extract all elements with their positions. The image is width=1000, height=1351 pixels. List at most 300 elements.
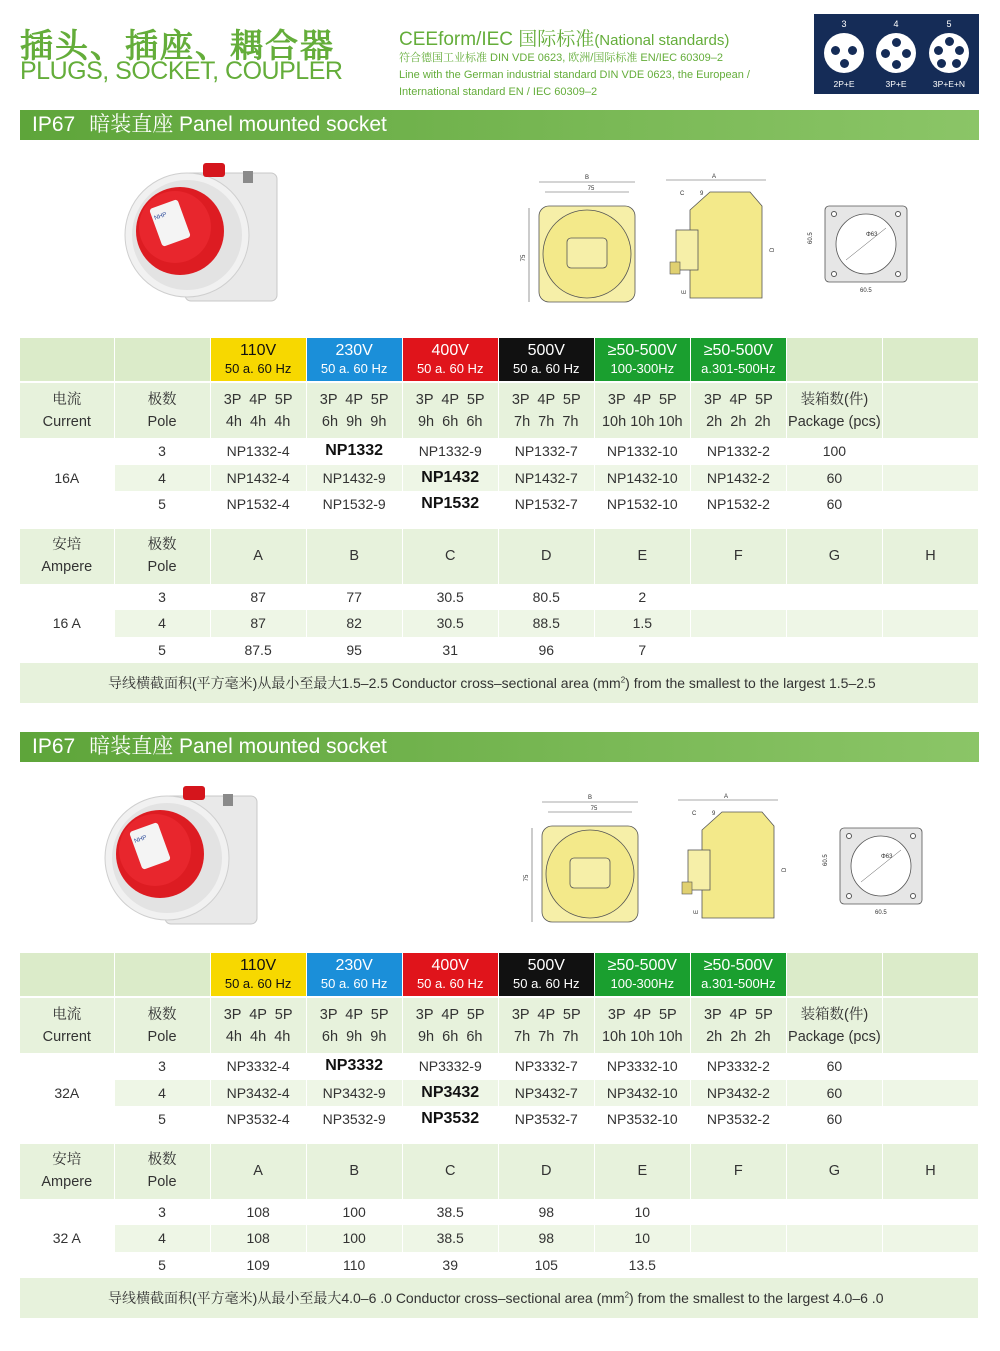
conductor-note-row [20,1278,979,1318]
current-label-zh: 电流 [52,391,82,408]
dim-9-label: 9 [712,811,716,817]
pin-label: 3P+E [885,79,907,89]
dim-dia-label: Φ63 [881,854,893,860]
frequency-label: 50 a. 60 Hz [224,360,292,376]
dimension-value [786,637,882,664]
pin-config-3 [820,14,868,89]
pole-count: 3P 4P 5P [607,1006,677,1023]
dim-d-label: D [782,867,788,872]
standards-title-main: CEEform/IEC 国际标准 [399,29,595,50]
pole-label-zh: 极数 [147,537,177,553]
dimension-value: 7 [594,637,690,664]
header-blank-cell [20,953,114,997]
dimension-row [20,1252,979,1279]
pole-value: 5 [114,491,210,518]
dimension-value: 100 [306,1225,402,1252]
pole-label-zh: 极数 [147,1152,177,1168]
pole-value: 3 [114,438,210,465]
model-number: NP1532 [402,491,498,518]
pin-count: 4 [893,19,899,29]
model-number: NP3532 [402,1106,498,1133]
note-text: 导线横截面积(平方毫米)从最小至最大1.5–2.5 Conductor cross–sectional area (mm [108,675,621,691]
pin-configurations [814,14,979,94]
current-value: 16A [20,438,114,518]
blank-cell [882,491,978,518]
voltage-label: 230V [335,341,373,359]
package-label-zh: 装箱数(件) [800,391,869,408]
pole-count: 3P 4P 5P [703,1006,773,1023]
model-number: NP3532-9 [306,1106,402,1133]
spacer-cell [20,518,979,528]
voltage-label: ≥50-500V [703,956,773,974]
model-number: NP1432-2 [690,465,786,492]
earth-position: 4h 4h 4h [225,1028,291,1045]
dim-75-label: 75 [587,186,595,192]
voltage-header-3 [498,338,594,382]
model-number: NP1532-10 [594,491,690,518]
voltage-label: ≥50-500V [703,341,773,359]
package-value: 100 [786,438,882,465]
pole-header [114,382,210,438]
earth-position: 2h 2h 2h [706,413,771,430]
pin-label: 3P+E+N [932,79,966,89]
pole-label-en: Pole [147,1174,177,1190]
model-row [20,465,979,492]
ampere-value: 32 A [20,1199,114,1279]
pole-config-4 [594,382,690,438]
earth-position: 4h 4h 4h [225,413,291,430]
pole-config-5 [690,997,786,1053]
package-value: 60 [786,1053,882,1080]
pole-count: 3P 4P 5P [319,1006,389,1023]
dimension-value: 108 [210,1225,306,1252]
model-row [20,1080,979,1107]
pole-count: 3P 4P 5P [511,391,581,408]
voltage-header-2 [402,953,498,997]
dimension-value [786,1225,882,1252]
dimension-header-C: C [402,1143,498,1199]
voltage-header-0 [210,953,306,997]
dimension-row [20,584,979,611]
dimension-value [690,584,786,611]
frequency-label: 50 a. 60 Hz [513,360,580,376]
model-number: NP3432-2 [690,1080,786,1107]
pole-value: 3 [114,584,210,611]
conductor-note-row [20,663,979,703]
dim-d-label: D [770,247,776,252]
current-header [20,997,114,1053]
pole-label-en: Pole [147,1028,177,1045]
model-number: NP1532-7 [498,491,594,518]
model-number: NP1332-4 [210,438,306,465]
blank-cell [882,1106,978,1133]
dimension-value [690,1199,786,1226]
pole-config-1 [306,997,402,1053]
pole-count: 3P 4P 5P [607,391,677,408]
dimension-value [786,610,882,637]
dimension-value [882,610,978,637]
voltage-header-5 [690,338,786,382]
earth-position: 6h 9h 9h [321,413,387,430]
side-view-drawing [672,790,797,925]
model-number: NP3432-4 [210,1080,306,1107]
frequency-label: 50 a. 60 Hz [320,360,388,376]
pole-config-2 [402,997,498,1053]
spacer-row [20,518,979,528]
voltage-label: 230V [335,956,373,974]
voltage-header-1 [306,953,402,997]
section-title-zh: 暗装直座 [89,735,174,758]
dimension-value: 82 [306,610,402,637]
voltage-header-5 [690,953,786,997]
dimension-row [20,610,979,637]
current-label-en: Current [42,1028,91,1045]
page-title-en: PLUGS, SOCKET, COUPLER [20,57,343,85]
dimension-header-B: B [306,528,402,584]
pole-value: 5 [114,637,210,664]
pole-config-2 [402,382,498,438]
header-blank-cell [882,997,978,1053]
dimension-value [882,584,978,611]
dimension-value: 87 [210,610,306,637]
pole-count: 3P 4P 5P [703,391,773,408]
pin-label: 2P+E [833,79,855,89]
package-header [786,997,882,1053]
voltage-label: 110V [240,341,277,359]
note-text-end: ) from the smallest to the largest 4.0–6 .0 [629,1290,884,1306]
pole-label-zh: 极数 [147,391,177,408]
ampere-header [20,528,114,584]
model-number: NP1432 [402,465,498,492]
model-row [20,491,979,518]
voltage-header-2 [402,338,498,382]
dimension-value [786,1252,882,1279]
ip-rating: IP67 [32,113,76,136]
socket-3pin-icon [824,33,864,73]
dim-c-label: C [680,191,685,197]
voltage-label: 500V [527,956,565,974]
voltage-label: 400V [431,956,469,974]
dim-75-height-label: 75 [521,254,527,262]
model-number: NP1432-7 [498,465,594,492]
note-text: 导线横截面积(平方毫米)从最小至最大4.0–6 .0 Conductor cross–sectional area (mm [108,1290,625,1306]
voltage-header-3 [498,953,594,997]
pole-config-3 [498,382,594,438]
voltage-label: 110V [240,956,277,974]
current-label-en: Current [42,413,91,430]
dimension-value: 108 [210,1199,306,1226]
socket-product-photo [115,155,285,325]
dimension-value [690,1225,786,1252]
dimension-header-E: E [594,528,690,584]
dimension-value [882,1225,978,1252]
spacer-cell [20,1133,979,1143]
ampere-label-en: Ampere [41,559,93,575]
standards-line-3: International standard EN / IEC 60309–2 [399,86,598,98]
pole-count: 3P 4P 5P [415,391,485,408]
dimension-value: 110 [306,1252,402,1279]
package-label-en: Package (pcs) [788,1028,881,1045]
ampere-label-zh: 安培 [52,1152,82,1168]
ampere-label-zh: 安培 [52,537,82,553]
dimension-value [690,637,786,664]
section-title-en: Panel mounted socket [179,735,387,758]
svg-text:NHP: NHP [153,211,168,222]
dimension-header-H: H [882,1143,978,1199]
package-label-en: Package (pcs) [788,413,881,430]
dimension-value [786,1199,882,1226]
dimension-row [20,637,979,664]
model-number: NP1432-4 [210,465,306,492]
model-number: NP3332-9 [402,1053,498,1080]
dimension-value: 38.5 [402,1225,498,1252]
model-number: NP3332-4 [210,1053,306,1080]
blank-cell [882,465,978,492]
standards-line-2: Line with the German industrial standard DIN VDE 0623, the European / [399,69,750,81]
frequency-label: 100-300Hz [610,975,675,991]
spec-table-32a [20,953,979,1318]
earth-position: 9h 6h 6h [417,413,483,430]
pole-count: 3P 4P 5P [415,1006,485,1023]
earth-position: 10h 10h 10h [601,413,683,430]
dimension-value: 96 [498,637,594,664]
pin-count: 5 [946,19,952,29]
header-blank-cell [786,953,882,997]
pin-config-4 [872,14,920,89]
dim-60-5-label: 60.5 [808,232,814,244]
dim-c-label: C [692,811,697,817]
pole-config-3 [498,997,594,1053]
front-view-drawing [515,170,645,305]
dimension-value [786,584,882,611]
dimension-value: 1.5 [594,610,690,637]
pole-header-row [20,382,979,438]
model-number: NP1332-10 [594,438,690,465]
dim-b-label: B [587,795,593,801]
socket-4pin-icon [876,33,916,73]
frequency-label: 50 a. 60 Hz [513,975,580,991]
frequency-label: 50 a. 60 Hz [224,975,292,991]
package-value: 60 [786,465,882,492]
voltage-header-4 [594,338,690,382]
dimension-value: 10 [594,1199,690,1226]
dimension-row [20,1225,979,1252]
dim-a-label: A [712,174,717,180]
dimension-header-A: A [210,1143,306,1199]
dimension-value: 88.5 [498,610,594,637]
dimension-value [882,1252,978,1279]
dimension-value: 109 [210,1252,306,1279]
pole-value: 3 [114,1053,210,1080]
panel-cutout-drawing [815,822,930,917]
package-header [786,382,882,438]
dimension-header-G: G [786,1143,882,1199]
header-blank-cell [20,338,114,382]
pole-label-en: Pole [147,413,177,430]
pole-config-4 [594,997,690,1053]
pole-config-0 [210,997,306,1053]
dimension-value [690,1252,786,1279]
standards-title [399,24,729,51]
pole-count: 3P 4P 5P [319,391,389,408]
model-number: NP3532-7 [498,1106,594,1133]
dim-75-label: 75 [590,806,598,812]
current-label-zh: 电流 [52,1006,82,1023]
dimension-value: 87.5 [210,637,306,664]
model-number: NP1332-2 [690,438,786,465]
pole-count: 3P 4P 5P [511,1006,581,1023]
dim-e-label: E [682,289,688,294]
earth-position: 7h 7h 7h [514,1028,579,1045]
dim-60-5-bottom-label: 60.5 [875,910,887,916]
model-number: NP3332-2 [690,1053,786,1080]
model-row [20,1053,979,1080]
dimension-header-row [20,1143,979,1199]
conductor-note [20,1278,979,1318]
model-number: NP3432-10 [594,1080,690,1107]
front-view-drawing [518,790,648,925]
pole-count: 3P 4P 5P [223,1006,293,1023]
pole-value: 4 [114,465,210,492]
frequency-label: a.301-500Hz [701,975,776,991]
dimension-header-C: C [402,528,498,584]
side-view-drawing [660,170,785,305]
model-number: NP1432-10 [594,465,690,492]
header-blank-cell [882,338,978,382]
standards-title-note: (National standards) [594,32,730,49]
dim-60-5-label: 60.5 [823,854,829,866]
dimension-value: 39 [402,1252,498,1279]
dimension-value: 38.5 [402,1199,498,1226]
model-number: NP1432-9 [306,465,402,492]
panel-cutout-drawing [800,200,915,295]
pole-value: 4 [114,1080,210,1107]
socket-product-photo [95,778,265,948]
ampere-value: 16 A [20,584,114,664]
model-number: NP1332 [306,438,402,465]
model-number: NP3432-7 [498,1080,594,1107]
model-number: NP1532-4 [210,491,306,518]
dimension-value: 100 [306,1199,402,1226]
dimension-value: 80.5 [498,584,594,611]
pole-label-en: Pole [147,559,177,575]
header-blank-cell [114,953,210,997]
package-value: 60 [786,1106,882,1133]
dimension-value [690,610,786,637]
voltage-header-0 [210,338,306,382]
voltage-label: 500V [527,341,565,359]
dimension-value: 2 [594,584,690,611]
pole-header-row [20,997,979,1053]
dim-75-height-label: 75 [524,874,530,882]
dimension-header-E: E [594,1143,690,1199]
voltage-label: ≥50-500V [607,956,677,974]
voltage-header-4 [594,953,690,997]
model-number: NP1332-9 [402,438,498,465]
earth-position: 6h 9h 9h [321,1028,387,1045]
dimension-value: 77 [306,584,402,611]
note-text-end: ) from the smallest to the largest 1.5–2.5 [625,675,876,691]
dimension-header-D: D [498,528,594,584]
ampere-header [20,1143,114,1199]
dimension-header-G: G [786,528,882,584]
pole-label-zh: 极数 [147,1006,177,1023]
pole-config-5 [690,382,786,438]
dimension-header-row [20,528,979,584]
note-sup: 2 [620,675,626,685]
model-number: NP3332-7 [498,1053,594,1080]
earth-position: 2h 2h 2h [706,1028,771,1045]
dimension-value: 13.5 [594,1252,690,1279]
dim-e-label: E [694,909,700,914]
dimension-value: 30.5 [402,584,498,611]
ampere-label-en: Ampere [41,1174,93,1190]
dimension-row [20,1199,979,1226]
svg-text:NHP: NHP [133,834,148,845]
frequency-label: 50 a. 60 Hz [416,975,484,991]
model-number: NP3432-9 [306,1080,402,1107]
frequency-label: 100-300Hz [610,360,675,376]
current-header [20,382,114,438]
dimension-value: 30.5 [402,610,498,637]
pole-value: 4 [114,610,210,637]
package-value: 60 [786,1080,882,1107]
dimension-header-D: D [498,1143,594,1199]
voltage-label: ≥50-500V [607,341,677,359]
dimension-value: 87 [210,584,306,611]
dim-60-5-bottom-label: 60.5 [860,288,872,294]
pole-header [114,1143,210,1199]
dim-b-label: B [584,175,590,181]
dimension-header-H: H [882,528,978,584]
dimension-header-A: A [210,528,306,584]
pole-value: 3 [114,1199,210,1226]
pin-config-5 [925,14,973,89]
frequency-label: 50 a. 60 Hz [320,975,388,991]
package-label-zh: 装箱数(件) [800,1006,869,1023]
conductor-note [20,663,979,703]
model-number: NP3532-10 [594,1106,690,1133]
header-blank-cell [882,953,978,997]
voltage-header-row [20,953,979,997]
package-value: 60 [786,491,882,518]
page-title-zh: 插头、插座、耦合器 [20,26,335,65]
pole-header [114,997,210,1053]
blank-cell [882,1080,978,1107]
model-row [20,1106,979,1133]
pole-value: 5 [114,1106,210,1133]
standards-line-1: 符合德国工业标准 DIN VDE 0623, 欧洲/国际标准 EN/IEC 60309–2 [399,52,723,64]
section-title-zh: 暗装直座 [89,113,174,136]
pole-config-0 [210,382,306,438]
earth-position: 9h 6h 6h [417,1028,483,1045]
model-number: NP3532-2 [690,1106,786,1133]
dimension-value [882,637,978,664]
model-number: NP1532-9 [306,491,402,518]
dimension-value: 98 [498,1199,594,1226]
section-banner [20,732,979,762]
model-number: NP3332-10 [594,1053,690,1080]
header-blank-cell [882,382,978,438]
earth-position: 10h 10h 10h [601,1028,683,1045]
section-banner [20,110,979,140]
section-title-en: Panel mounted socket [179,113,387,136]
model-number: NP1532-2 [690,491,786,518]
pole-count: 3P 4P 5P [223,391,293,408]
model-number: NP1332-7 [498,438,594,465]
dimension-value: 10 [594,1225,690,1252]
dimension-value: 31 [402,637,498,664]
